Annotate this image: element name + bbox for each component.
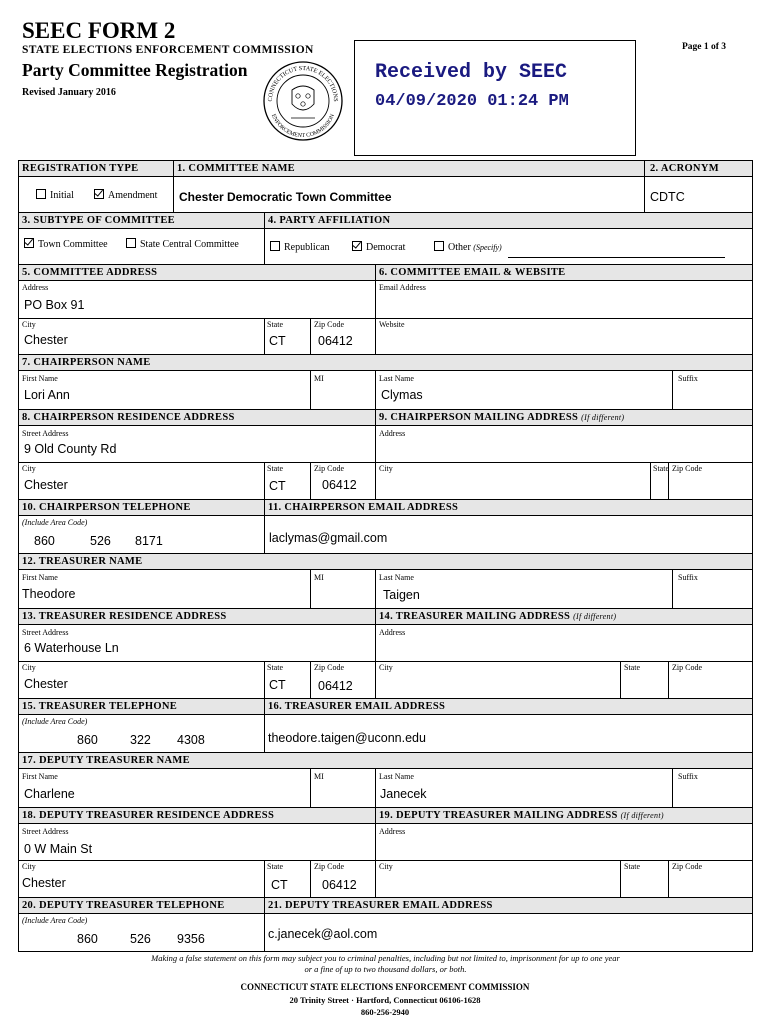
chair-email-field[interactable]: laclymas@gmail.com <box>269 531 388 545</box>
treasurer-zip-field[interactable]: 06412 <box>318 679 353 693</box>
chair-zip-field[interactable]: 06412 <box>322 478 357 492</box>
other-checkbox[interactable] <box>434 241 502 253</box>
footer-address: 20 Trinity Street · Hartford, Connecticut 06106-1628 <box>289 995 481 1005</box>
chair-last-name-field[interactable]: Clymas <box>381 388 423 402</box>
chair-email-heading: 11. CHAIRPERSON EMAIL ADDRESS <box>268 502 459 513</box>
amendment-checkbox[interactable] <box>94 189 157 201</box>
penalty-warning-line-2: or a fine of up to two thousand dollars, or both. <box>304 964 467 974</box>
form-name: Party Committee Registration <box>22 60 248 80</box>
mail-city-label: City <box>379 464 393 473</box>
zip-label: Zip Code <box>314 320 344 329</box>
chair-first-name-field[interactable]: Lori Ann <box>24 388 70 402</box>
chair-phone-area[interactable]: 860 <box>34 534 55 548</box>
committee-city-field[interactable]: Chester <box>24 333 68 347</box>
checkbox-checked-icon <box>94 189 104 199</box>
committee-zip-field[interactable]: 06412 <box>318 334 353 348</box>
republican-label: Republican <box>284 242 330 253</box>
street-address-label: Street Address <box>22 827 69 836</box>
suffix-label: Suffix <box>678 573 698 582</box>
area-code-note: (Include Area Code) <box>22 717 88 726</box>
first-name-label: First Name <box>22 573 58 582</box>
state-label: State <box>267 862 283 871</box>
acronym-field[interactable]: CDTC <box>650 190 685 204</box>
treasurer-last-name-field[interactable]: Taigen <box>383 588 420 602</box>
treasurer-phone-line[interactable]: 4308 <box>177 733 205 747</box>
deputy-email-heading: 21. DEPUTY TREASURER EMAIL ADDRESS <box>268 900 493 911</box>
initial-checkbox[interactable] <box>36 189 74 201</box>
deputy-treasurer-name-heading: 17. DEPUTY TREASURER NAME <box>22 755 190 766</box>
deputy-mailing-heading: 19. DEPUTY TREASURER MAILING ADDRESS (If different) <box>379 810 664 821</box>
mail-state-label: State <box>624 862 640 871</box>
town-committee-checkbox[interactable] <box>24 238 108 250</box>
mail-address-label: Address <box>379 429 406 438</box>
email-address-label: Email Address <box>379 283 426 292</box>
checkbox-icon <box>36 189 46 199</box>
acronym-heading: 2. ACRONYM <box>650 163 719 174</box>
penalty-warning <box>18 953 753 975</box>
committee-address-field[interactable]: PO Box 91 <box>24 298 85 312</box>
deputy-zip-field[interactable]: 06412 <box>322 878 357 892</box>
footer-phone: 860-256-2940 <box>360 1007 410 1017</box>
deputy-email-field[interactable]: c.janecek@aol.com <box>268 927 378 941</box>
chair-phone-prefix[interactable]: 526 <box>90 534 111 548</box>
page-number: Page 1 of 3 <box>682 42 727 52</box>
treasurer-phone-prefix[interactable]: 322 <box>130 733 151 747</box>
last-name-label: Last Name <box>379 374 414 383</box>
chair-residence-heading: 8. CHAIRPERSON RESIDENCE ADDRESS <box>22 412 235 423</box>
committee-address-heading: 5. COMMITTEE ADDRESS <box>22 267 158 278</box>
state-label: State <box>267 663 283 672</box>
subtype-heading: 3. SUBTYPE OF COMMITTEE <box>22 215 175 226</box>
mail-address-label: Address <box>379 827 406 836</box>
form-number: SEEC FORM 2 <box>22 18 176 43</box>
first-name-label: First Name <box>22 772 58 781</box>
treasurer-name-heading: 12. TREASURER NAME <box>22 556 143 567</box>
deputy-phone-line[interactable]: 9356 <box>177 932 205 946</box>
treasurer-city-field[interactable]: Chester <box>24 677 68 691</box>
deputy-city-field[interactable]: Chester <box>22 876 66 890</box>
committee-name-field[interactable]: Chester Democratic Town Committee <box>179 190 392 204</box>
deputy-phone-prefix[interactable]: 526 <box>130 932 151 946</box>
mi-label: MI <box>314 772 324 781</box>
amendment-label: Amendment <box>108 190 158 201</box>
committee-name-heading: 1. COMMITTEE NAME <box>177 163 295 174</box>
treasurer-first-name-field[interactable]: Theodore <box>22 587 76 601</box>
footer-org: CONNECTICUT STATE ELECTIONS ENFORCEMENT COMMISSION <box>240 982 530 992</box>
treasurer-state-field[interactable]: CT <box>269 678 286 692</box>
deputy-last-name-field[interactable]: Janecek <box>380 787 427 801</box>
checkbox-checked-icon <box>352 241 362 251</box>
mail-state-label: State <box>624 663 640 672</box>
treasurer-street-field[interactable]: 6 Waterhouse Ln <box>24 641 119 655</box>
city-label: City <box>22 464 36 473</box>
checkbox-checked-icon <box>24 238 34 248</box>
chair-telephone-heading: 10. CHAIRPERSON TELEPHONE <box>22 502 191 513</box>
initial-label: Initial <box>50 190 74 201</box>
deputy-state-field[interactable]: CT <box>271 878 288 892</box>
democrat-checkbox[interactable] <box>352 241 405 253</box>
town-committee-label: Town Committee <box>38 239 108 250</box>
mail-city-label: City <box>379 663 393 672</box>
last-name-label: Last Name <box>379 772 414 781</box>
area-code-note: (Include Area Code) <box>22 916 88 925</box>
zip-label: Zip Code <box>314 464 344 473</box>
zip-label: Zip Code <box>314 862 344 871</box>
suffix-label: Suffix <box>678 772 698 781</box>
state-label: State <box>267 320 283 329</box>
city-label: City <box>22 663 36 672</box>
treasurer-residence-heading: 13. TREASURER RESIDENCE ADDRESS <box>22 611 227 622</box>
zip-label: Zip Code <box>314 663 344 672</box>
state-central-label: State Central Committee <box>140 239 239 250</box>
svg-text:ENFORCEMENT COMMISSION: ENFORCEMENT COMMISSION <box>269 113 337 140</box>
chair-state-field[interactable]: CT <box>269 479 286 493</box>
street-address-label: Street Address <box>22 628 69 637</box>
committee-email-heading: 6. COMMITTEE EMAIL & WEBSITE <box>379 267 566 278</box>
received-datetime: 04/09/2020 01:24 PM <box>375 92 569 111</box>
received-stamp <box>354 40 636 156</box>
treasurer-telephone-heading: 15. TREASURER TELEPHONE <box>22 701 178 712</box>
suffix-label: Suffix <box>678 374 698 383</box>
deputy-first-name-field[interactable]: Charlene <box>24 787 75 801</box>
treasurer-mailing-heading: 14. TREASURER MAILING ADDRESS (If different) <box>379 611 617 622</box>
registration-type-heading: REGISTRATION TYPE <box>22 163 139 174</box>
mail-state-label: State <box>653 464 669 473</box>
chairperson-name-heading: 7. CHAIRPERSON NAME <box>22 357 151 368</box>
mail-zip-label: Zip Code <box>672 464 702 473</box>
deputy-street-field[interactable]: 0 W Main St <box>24 842 93 856</box>
other-specify-note: (Specify) <box>473 243 502 252</box>
other-specify-line <box>508 257 725 258</box>
deputy-phone-area[interactable]: 860 <box>77 932 98 946</box>
website-label: Website <box>379 320 405 329</box>
democrat-label: Democrat <box>366 242 406 253</box>
mi-label: MI <box>314 573 324 582</box>
chair-mailing-heading: 9. CHAIRPERSON MAILING ADDRESS (If different) <box>379 412 625 423</box>
treasurer-email-heading: 16. TREASURER EMAIL ADDRESS <box>268 701 446 712</box>
mi-label: MI <box>314 374 324 383</box>
seal-logo <box>262 60 344 142</box>
checkbox-icon <box>126 238 136 248</box>
mail-zip-label: Zip Code <box>672 862 702 871</box>
svg-text:CONNECTICUT STATE ELECTIONS: CONNECTICUT STATE ELECTIONS <box>266 64 340 102</box>
treasurer-email-field[interactable]: theodore.taigen@uconn.edu <box>268 731 426 745</box>
agency-name: STATE ELECTIONS ENFORCEMENT COMMISSION <box>22 44 314 56</box>
checkbox-icon <box>434 241 444 251</box>
chair-phone-line[interactable]: 8171 <box>135 534 163 548</box>
republican-checkbox[interactable] <box>270 241 330 253</box>
mail-zip-label: Zip Code <box>672 663 702 672</box>
treasurer-phone-area[interactable]: 860 <box>77 733 98 747</box>
other-label: Other <box>448 242 471 253</box>
revision-date: Revised January 2016 <box>22 87 116 98</box>
penalty-warning-line-1: Making a false statement on this form may subject you to criminal penalties, including but not limited to, imprisonment for up to one year <box>151 953 620 963</box>
mail-address-label: Address <box>379 628 406 637</box>
last-name-label: Last Name <box>379 573 414 582</box>
deputy-telephone-heading: 20. DEPUTY TREASURER TELEPHONE <box>22 900 225 911</box>
deputy-residence-heading: 18. DEPUTY TREASURER RESIDENCE ADDRESS <box>22 810 275 821</box>
committee-state-field[interactable]: CT <box>269 334 286 348</box>
chair-city-field[interactable]: Chester <box>24 478 68 492</box>
party-affiliation-heading: 4. PARTY AFFILIATION <box>268 215 391 226</box>
city-label: City <box>22 320 36 329</box>
address-label: Address <box>22 283 49 292</box>
chair-street-field[interactable]: 9 Old County Rd <box>24 442 117 456</box>
street-address-label: Street Address <box>22 429 69 438</box>
state-label: State <box>267 464 283 473</box>
first-name-label: First Name <box>22 374 58 383</box>
state-central-checkbox[interactable] <box>126 238 239 250</box>
area-code-note: (Include Area Code) <box>22 518 88 527</box>
mail-city-label: City <box>379 862 393 871</box>
checkbox-icon <box>270 241 280 251</box>
city-label: City <box>22 862 36 871</box>
received-label: Received by SEEC <box>375 61 568 84</box>
